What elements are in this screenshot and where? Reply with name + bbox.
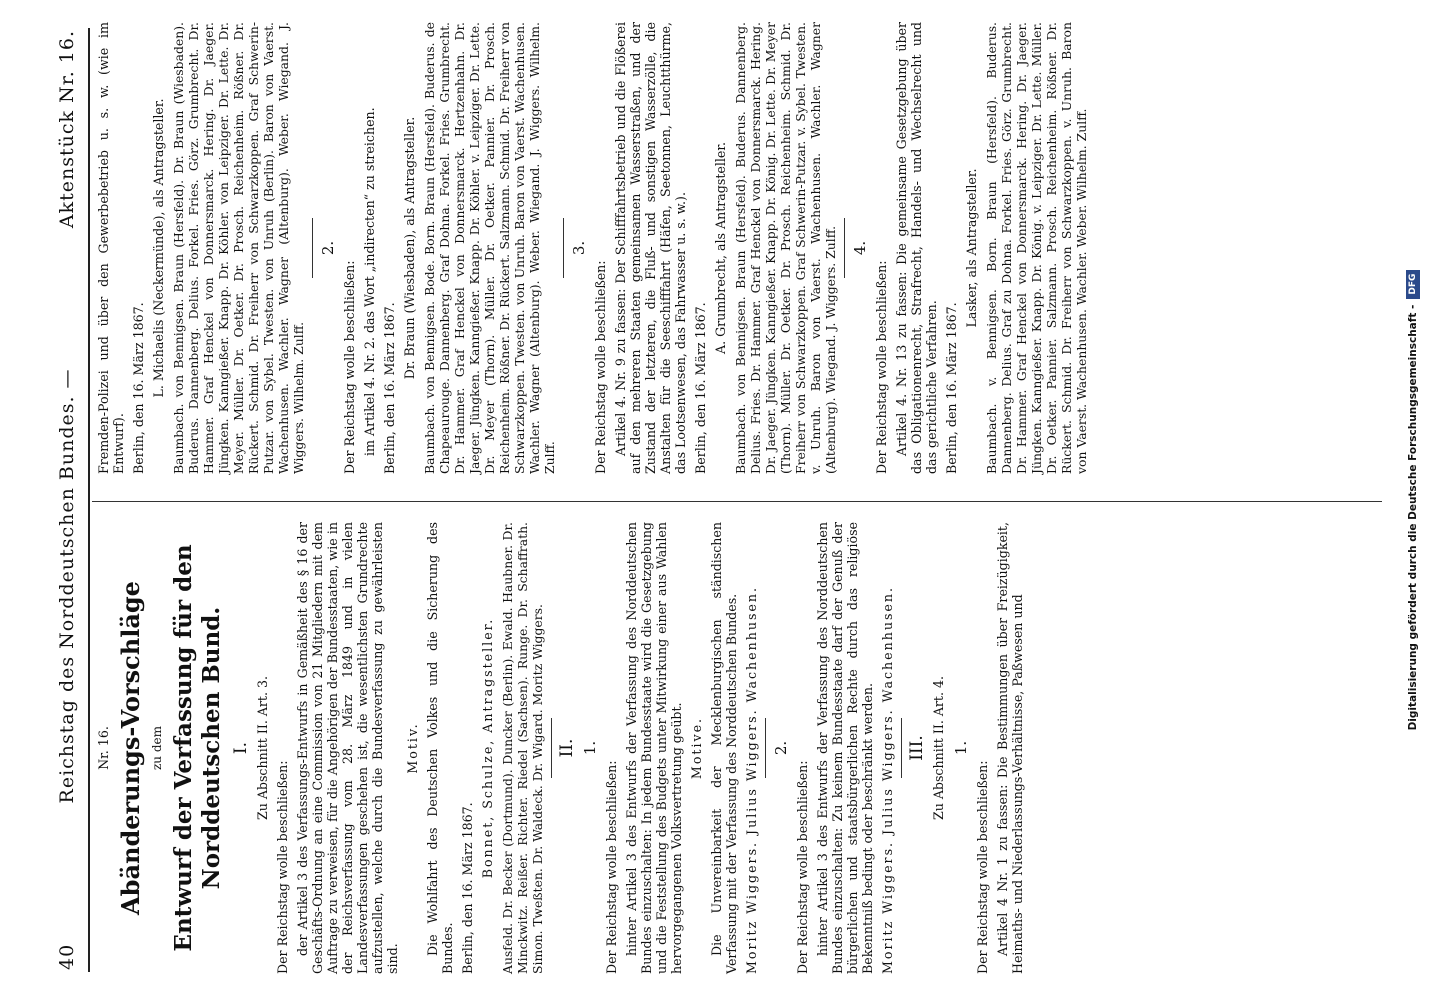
motive-text: Die Unvereinbarkeit der Mecklenburgischen ständischen Verfassung mit der Verfassung des Norddeutschen Bundes. — [709, 522, 739, 974]
running-title: Reichstag des Norddeutschen Bundes. — — [56, 368, 78, 804]
motion-signatories: Lasker, als Antragsteller. — [964, 168, 979, 328]
motion-intro: Der Reichstag wolle beschließen: — [795, 760, 810, 974]
motion-text: im Artikel 4. Nr. 2. das Wort „indirecten“ zu streichen. — [362, 107, 377, 456]
motive-text: Die Wohlfahrt des Deutschen Volkes und die Sicherung des Bundes. — [425, 522, 455, 974]
motion-intro: Der Reichstag wolle beschließen: — [604, 760, 619, 974]
section-divider — [901, 718, 902, 778]
section-reference: Zu Abschnitt II. Art. 3. — [255, 675, 270, 821]
page-header — [52, 30, 82, 970]
motion-intro: Der Reichstag wolle beschließen: — [342, 260, 357, 474]
motion-signatories: Moritz Wiggers. Julius Wiggers. Wachenhusen. — [880, 586, 895, 974]
motion-intro: Der Reichstag wolle beschließen: — [275, 760, 290, 974]
left-column — [96, 522, 1030, 974]
motion-text: der Artikel 3 des Verfassungs-Entwurfs in Gemäßheit des § 16 der Geschäfts-Ordnung an eine Commission von 21 Mitgliedern mit dem Auftrage zu verweisen, für die Angehörigen der Bundesstaaten, wie in der Reichsverfassung vom 28. März 1849 und in vielen Landesverfassungen geschehen ist, die wesentlichsten Grundrechte aufzustellen, welche durch die Bundesverfassung zu gewährleisten sind. — [295, 522, 400, 974]
section-divider — [312, 218, 313, 278]
motion-intro: Der Reichstag wolle beschließen: — [874, 260, 889, 474]
page-number: 40 — [56, 943, 78, 970]
subsection-number: 2. — [319, 240, 337, 256]
section-divider — [765, 718, 766, 778]
document-title: Abänderungs-Vorschläge — [116, 581, 145, 915]
motion-intro: Der Reichstag wolle beschließen: — [975, 760, 990, 974]
supporter-names: Baumbach. von Bennigsen. Braun (Hersfeld). Dr. Braun (Wiesbaden). Buderus. Dannenberg. Delius. Forkel. Fries. Görz. Grumbrecht. Dr. Hammer. Graf Henckel von Donnersmarck. Hering. Dr. Jaeger. Jüngken. Kanngießer. Knapp. Dr. Köhler. von Leipziger. Dr. Lette. Dr. Meyer. Müller. Dr. Oetker. Dr. Prosch. Reichenheim. Rößner. Dr. Rückert. Schmid. Dr. Freiherr von Schwarzkoppen. Graf Schwerin-Putzar. von Sybel. Twesten. von Unruh (Berlin). Baron von Vaerst. Wachenhusen. Wachler. Wagner (Altenburg). Weber. Wiegand. J. Wiggers. Wilhelm. Zulff. — [171, 22, 306, 474]
motion-intro: Der Reichstag wolle beschließen: — [593, 260, 608, 474]
motion-date: Berlin, den 16. März 1867. — [382, 302, 397, 474]
supporter-names: Baumbach. von Bennigsen. Bode. Born. Braun (Hersfeld). Buderus. de Chapeaurouge. Dannenberg. Graf Dohna. Forkel. Fries. Grumbrecht. Dr. Hammer. Graf Henckel von Donnersmarck. Hertzenhahn. Dr. Jaeger. Jüngken. Kanngießer. Knapp. Dr. Köhler. v. Leipziger. Dr. Lette. Dr. Meyer (Thorn). Müller. Dr. Oetker. Pannier. Dr. Prosch. Reichenheim. Rößner. Dr. Rückert. Salzmann. Schmid. Dr. Freiherr von Schwarzkoppen. Twesten. von Unruh. Baron von Vaerst. Wachenhusen. Wachler. Wagner (Altenburg). Weber. Wiegand. J. Wiggers. Wilhelm. Zulff. — [422, 22, 557, 474]
motion-signatories: Dr. Braun (Wiesbaden), als Antragsteller. — [402, 116, 417, 380]
section-reference: Zu Abschnitt II. Art. 4. — [931, 675, 946, 821]
motion-signatories: Moritz Wiggers. Julius Wiggers. Wachenhusen. — [744, 586, 759, 974]
piece-label: Aktenstück Nr. 16. — [56, 30, 78, 229]
motion-text: hinter Artikel 3 des Entwurfs der Verfassung des Norddeutschen Bundes einzuschalten: In jedem Bundesstaate wird die Gesetzgebung und die Feststellung des Budgets unter Mitwirkung einer aus Wahlen hervorgegangenen Volksvertretung geübt. — [624, 522, 684, 974]
motion-text: hinter Artikel 3 des Entwurfs der Verfassung des Norddeutschen Bundes einzuschalten: Zu keinem Bundesstaate darf der Genuß der bürgerlichen und staatsbürgerlichen Rechte durch das religiöse Bekenntniß bedingt oder beschränkt werden. — [815, 522, 875, 974]
digitization-credit — [1402, 0, 1424, 1000]
subsection-number: 1. — [952, 740, 970, 756]
motive-label: Motive. — [689, 716, 704, 780]
section-number: III. — [907, 735, 927, 761]
title-connector: zu dem — [150, 725, 164, 771]
motion-signatories: Bonnet, Schulze, Antragsteller. — [480, 617, 495, 879]
supporter-names: Baumbach. von Bennigsen. Braun (Hersfeld). Buderus. Dannenberg. Delius. Fries. Dr. Hammer. Graf Henckel von Donnersmarck. Hering. Dr. Jaeger. Jüngken. Kanngießer. Knapp. Dr. König. Dr. Lette. Dr. Meyer (Thorn). Müller. Dr. Oetker. Dr. Prosch. Reichenheim. Schmid. Dr. Freiherr von Schwarzkoppen. Graf Schwerin-Putzar. v. Sybel. Twesten. v. Unruh. Baron von Vaerst. Wachenhusen. Wachler. Wagner (Altenburg). Wiegand. J. Wiggers. Zulff. — [733, 22, 838, 474]
subsection-number: 4. — [851, 240, 869, 256]
header-rule — [88, 28, 90, 972]
supporter-names: Baumbach. v. Bennigsen. Born. Braun (Hersfeld). Buderus. Dannenberg. Delius. Graf zu Dohna. Forkel. Fries. Görz. Grumbrecht. Dr. Hammer. Graf Henckel von Donnersmarck. Hering. Dr. Jaeger. Jüngken. Kanngießer. Knapp. Dr. König. v. Leipziger. Dr. Lette. Müller. Dr. Oetker. Pannier. Salzmann. Prosch. Reichenheim. Rößner. Dr. Rückert. Schmid. Dr. Freiherr von Schwarzkoppen. v. Unruh. Baron von Vaerst. Wachenhusen. Wachler. Weber. Wilhelm. Zulff. — [984, 22, 1089, 474]
motion-date: Berlin, den 16. März 1867. — [460, 802, 475, 974]
right-column — [96, 22, 1094, 474]
supporter-names: Ausfeld. Dr. Becker (Dortmund). Duncker (Berlin). Ewald. Haubner. Dr. Minckwitz. Reißer. Richter. Riedel (Sachsen). Runge. Dr. Schaffrath. Simon. Tweßten. Dr. Waldeck. Dr. Wigard. Moritz Wiggers. — [500, 522, 545, 974]
document-number: Nr. 16. — [96, 726, 111, 770]
motion-text: Artikel 4. Nr. 13 zu fassen: Die gemeinsame Gesetzgebung über das Obligationenrecht, Strafrecht, Handels- und Wechselrecht und das gerichtliche Verfahren. — [894, 22, 939, 474]
section-number: I. — [231, 741, 251, 755]
motion-signatories: A. Grumbrecht, als Antragsteller. — [713, 142, 728, 354]
motion-signatories: L. Michaelis (Neckermünde), als Antragsteller. — [151, 98, 166, 398]
section-number: II. — [557, 738, 577, 758]
subsection-number: 2. — [772, 740, 790, 756]
subsection-number: 1. — [581, 740, 599, 756]
motion-date: Berlin, den 16. März 1867. — [693, 302, 708, 474]
section-divider — [844, 218, 845, 278]
document-subtitle: Entwurf der Verfassung für den Norddeutschen Bund. — [170, 544, 225, 952]
motion-date: Berlin, den 16. März 1867. — [131, 302, 146, 474]
section-divider — [563, 218, 564, 278]
section-divider — [551, 718, 552, 778]
motion-text: Fremden-Polizei und über den Gewerbebetrieb u. s. w. (wie im Entwurf). — [96, 22, 126, 474]
subsection-number: 3. — [570, 240, 588, 256]
column-separator — [92, 501, 1382, 502]
motive-label: Motiv. — [405, 722, 420, 774]
credit-text: Digitalisierung gefördert durch die Deutsche Forschungsgemeinschaft - — [1407, 304, 1419, 731]
motion-text: Artikel 4 Nr. 1 zu fassen: Die Bestimmungen über Freizügigkeit, Heimaths- und Niederlassungs-Verhältnisse, Paßwesen und — [995, 522, 1025, 974]
motion-date: Berlin, den 16. März 1867. — [944, 302, 959, 474]
dfg-logo-icon: DFG — [1406, 270, 1420, 299]
motion-text: Artikel 4. Nr. 9 zu fassen: Der Schifffahrtsbetrieb und die Flößerei auf den mehreren Staaten gemeinsamen Wasserstraßen, und der Zustand der letzteren, die Fluß- und sonstigen Wasserzölle, die Anstalten für die Seeschifffahrt (Häfen, Seetonnen, Leuchtthürme, das Lootsenwesen, das Fahrwasser u. s. w.). — [613, 22, 688, 474]
